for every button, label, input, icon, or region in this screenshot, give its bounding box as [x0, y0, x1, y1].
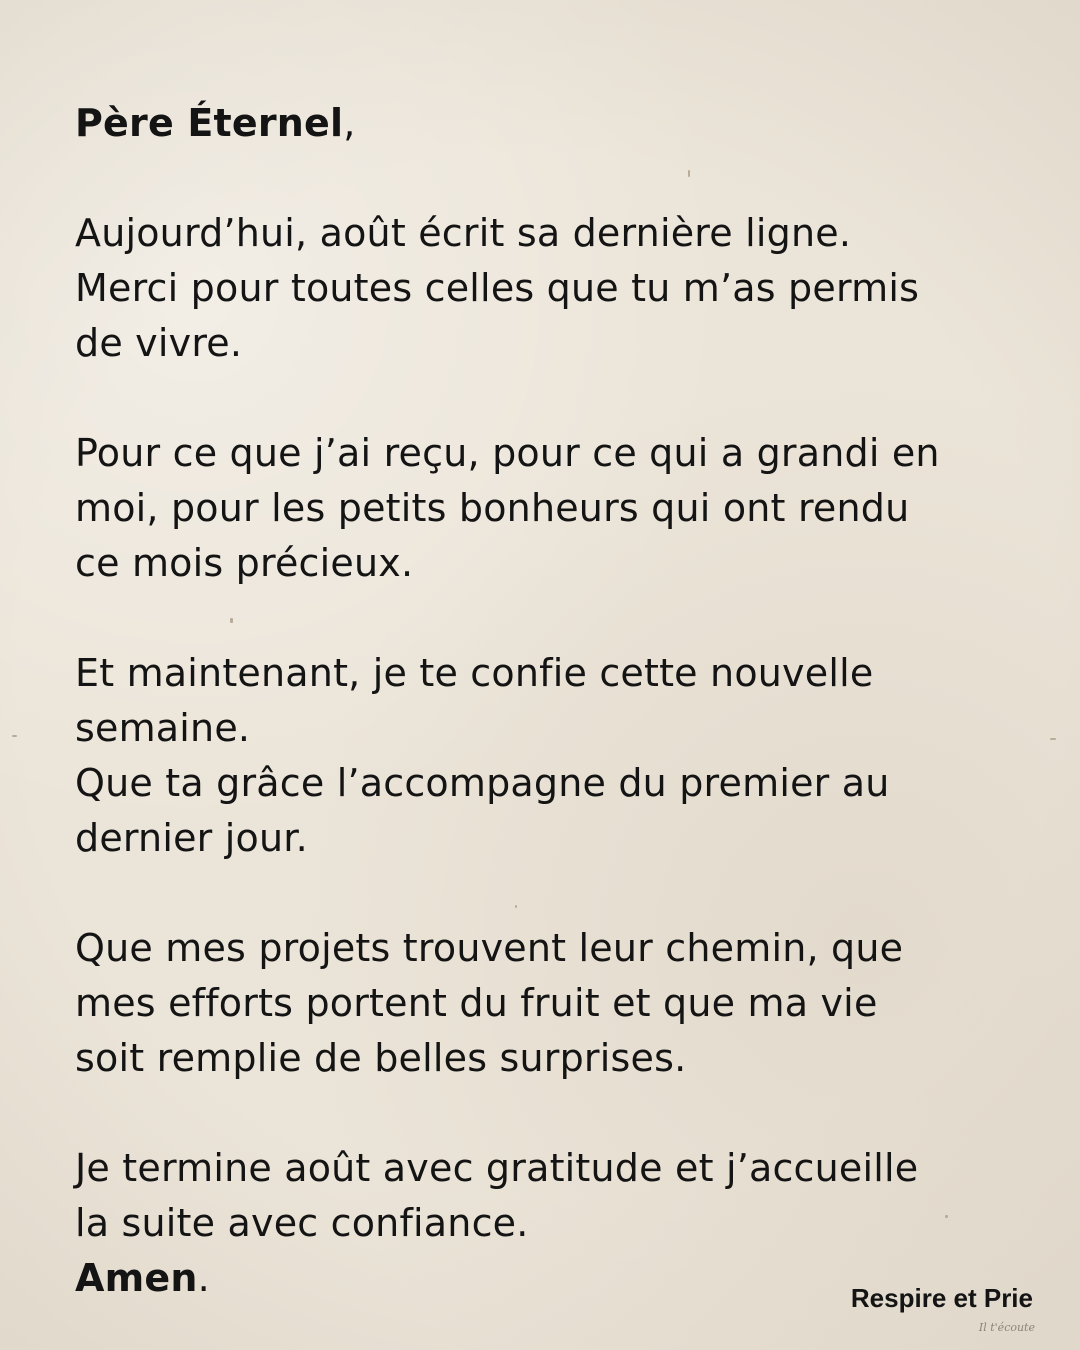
- brand-tagline: Il t'écoute: [978, 1321, 1035, 1334]
- closing-word: Amen: [75, 1256, 198, 1300]
- closing-punctuation: .: [197, 1256, 210, 1300]
- brand-name: Respire et Prie: [850, 1283, 1033, 1313]
- prayer-text: [75, 96, 1015, 1306]
- stanza-line: soit remplie de belles surprises.: [75, 1036, 687, 1080]
- stanza-line: Merci pour toutes celles que tu m’as permis: [75, 266, 920, 310]
- prayer-stanza-4: [75, 921, 1015, 1086]
- stanza-line: Aujourd’hui, août écrit sa dernière ligne.: [75, 211, 852, 255]
- prayer-greeting: [75, 96, 1015, 151]
- prayer-stanza-3: [75, 646, 1015, 866]
- stanza-line: Que mes projets trouvent leur chemin, que: [75, 926, 904, 970]
- stanza-line: ce mois précieux.: [75, 541, 414, 585]
- stanza-line: moi, pour les petits bonheurs qui ont rendu: [75, 486, 910, 530]
- prayer-stanza-2: [75, 426, 1015, 591]
- paper-fleck: [12, 735, 17, 737]
- stanza-line: Pour ce que j’ai reçu, pour ce qui a grandi en: [75, 431, 940, 475]
- greeting-punctuation: ,: [343, 101, 356, 145]
- stanza-line: de vivre.: [75, 321, 243, 365]
- stanza-line: semaine.: [75, 706, 251, 750]
- stanza-line: Et maintenant, je te confie cette nouvelle: [75, 651, 874, 695]
- stanza-line: la suite avec confiance.: [75, 1201, 529, 1245]
- prayer-stanza-1: [75, 206, 1015, 371]
- stanza-line: mes efforts portent du fruit et que ma vie: [75, 981, 878, 1025]
- stanza-line: dernier jour.: [75, 816, 308, 860]
- stanza-line: Que ta grâce l’accompagne du premier au: [75, 761, 890, 805]
- greeting-name: Père Éternel: [75, 101, 344, 145]
- paper-fleck: [1050, 738, 1056, 740]
- stanza-line: Je termine août avec gratitude et j’accueille: [75, 1146, 919, 1190]
